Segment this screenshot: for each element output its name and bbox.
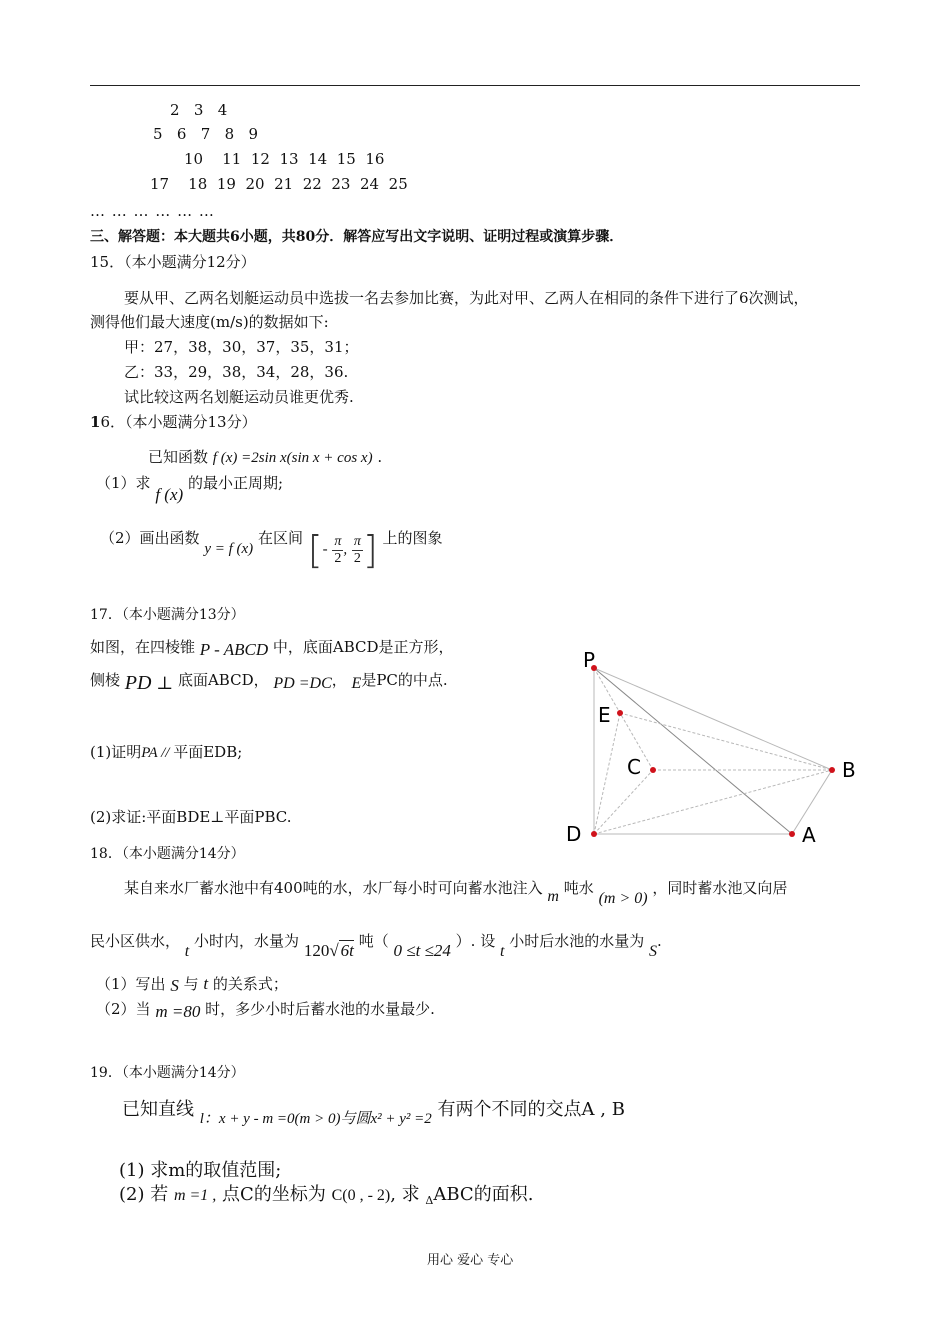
q15-heading: 15．（本小题满分12分） [90, 253, 256, 271]
q16-given: 已知函数 f (x) =2sin x(sin x + cos x) . [148, 448, 383, 466]
q19-part1: (1) 求m的取值范围; [119, 1160, 282, 1181]
table-row: 17 18 19 20 21 22 23 24 25 [150, 175, 408, 193]
edge-db [594, 770, 832, 834]
table-row: 2 3 4 [170, 101, 228, 119]
label-c: C [627, 755, 641, 779]
q16-function-formula: f (x) =2sin x(sin x + cos x) [212, 450, 373, 466]
q16-yfx: y = f (x) [204, 541, 254, 557]
label-b: B [842, 758, 856, 782]
edge-de [594, 713, 620, 834]
q17-part1: (1)证明PA // 平面EDB; [90, 743, 243, 761]
section-heading: 三、解答题：本大题共6小题，共80分．解答应写出文字说明、证明过程或演算步骤． [90, 229, 624, 245]
q19-line1: 已知直线 $_{l:x + y - m =0(m > 0)与圆x^2 + y^2 =2}$ 有两个不同的交点A , B [122, 1099, 625, 1127]
q18-line2: 民小区供水， t 小时内，水量为 120√ 6t 吨（ 0 ≤t ≤24 ）. 设 t 小时后水池的水量为 S. [90, 932, 662, 960]
q15-text: 测得他们最大速度(m/s)的数据如下: [90, 313, 329, 331]
q16-interval: [- $\frac{\pi}{2}$ , $\frac{\pi}{2}$ ] [307, 528, 378, 572]
q19-heading: 19．（本小题满分14分） [90, 1065, 245, 1081]
q17-line2: 侧棱 PD ⊥ 底面ABCD， PD =DC， E是PC的中点. [90, 671, 448, 694]
q16-part2: （2）画出函数 y = f (x) 在区间 [- $\frac{\pi}{2}$ , $\frac{\pi}{2}$ ] 上的图象 [100, 528, 443, 572]
label-e: E [598, 703, 611, 727]
q17-line1: 如图，在四棱锥 P - ABCD 中，底面ABCD是正方形， [90, 638, 454, 659]
q16-part1: （1）求 f (x) 的最小正周期; [96, 474, 284, 504]
point-d [591, 831, 597, 837]
point-a [789, 831, 795, 837]
point-b [829, 767, 835, 773]
q19-equation: ：x + y - m =0(m > 0)与圆x² + y² =2 [203, 1111, 432, 1127]
table-ellipsis: … … … … … … [90, 202, 215, 220]
point-c [650, 767, 656, 773]
q16-heading: 16．（本小题满分13分） [90, 413, 257, 431]
pyramid-figure [560, 640, 880, 855]
q16-fx: f (x) [155, 485, 184, 504]
edge-eb [620, 713, 832, 770]
q15-question: 试比较这两名划艇运动员谁更优秀. [124, 388, 354, 406]
q18-flow-formula: 120√ 6t [303, 941, 354, 960]
q17-heading: 17．（本小题满分13分） [90, 607, 245, 623]
q19-part2: (2) 若 m =1 , 点C的坐标为 C(0 , - 2), 求 $_\Delta$ABC的面积. [119, 1184, 534, 1207]
q15-data-jia: 甲：27，38，30，37，35，31； [124, 338, 359, 356]
edge-dc [594, 770, 653, 834]
q18-line1: 某自来水厂蓄水池中有400吨的水，水厂每小时可向蓄水池注入 m 吨水 (m > 0) ，同时蓄水池又向居 [124, 879, 788, 907]
q18-part1: （1）写出 S 与 t 的关系式； [96, 974, 288, 995]
table-row: 10 11 12 13 14 15 16 [184, 150, 385, 168]
label-a: A [802, 823, 816, 847]
point-e [617, 710, 623, 716]
label-d: D [566, 822, 582, 846]
label-p: P [583, 648, 596, 672]
q17-part2: (2)求证:平面BDE⊥平面PBC. [90, 808, 292, 826]
q15-data-yi: 乙：33，29，38，34，28，36. [124, 363, 349, 381]
table-row: 5 6 7 8 9 [153, 125, 258, 143]
q18-part2: （2）当 m =80 时，多少小时后蓄水池的水量最少. [96, 1000, 435, 1021]
header-rule [90, 85, 860, 86]
q15-text: 要从甲、乙两名划艇运动员中选拔一名去参加比赛，为此对甲、乙两人在相同的条件下进行了6次测试， [124, 289, 809, 307]
page-footer: 用心 爱心 专心 [427, 1253, 514, 1268]
q18-heading: 18．（本小题满分14分） [90, 846, 245, 862]
